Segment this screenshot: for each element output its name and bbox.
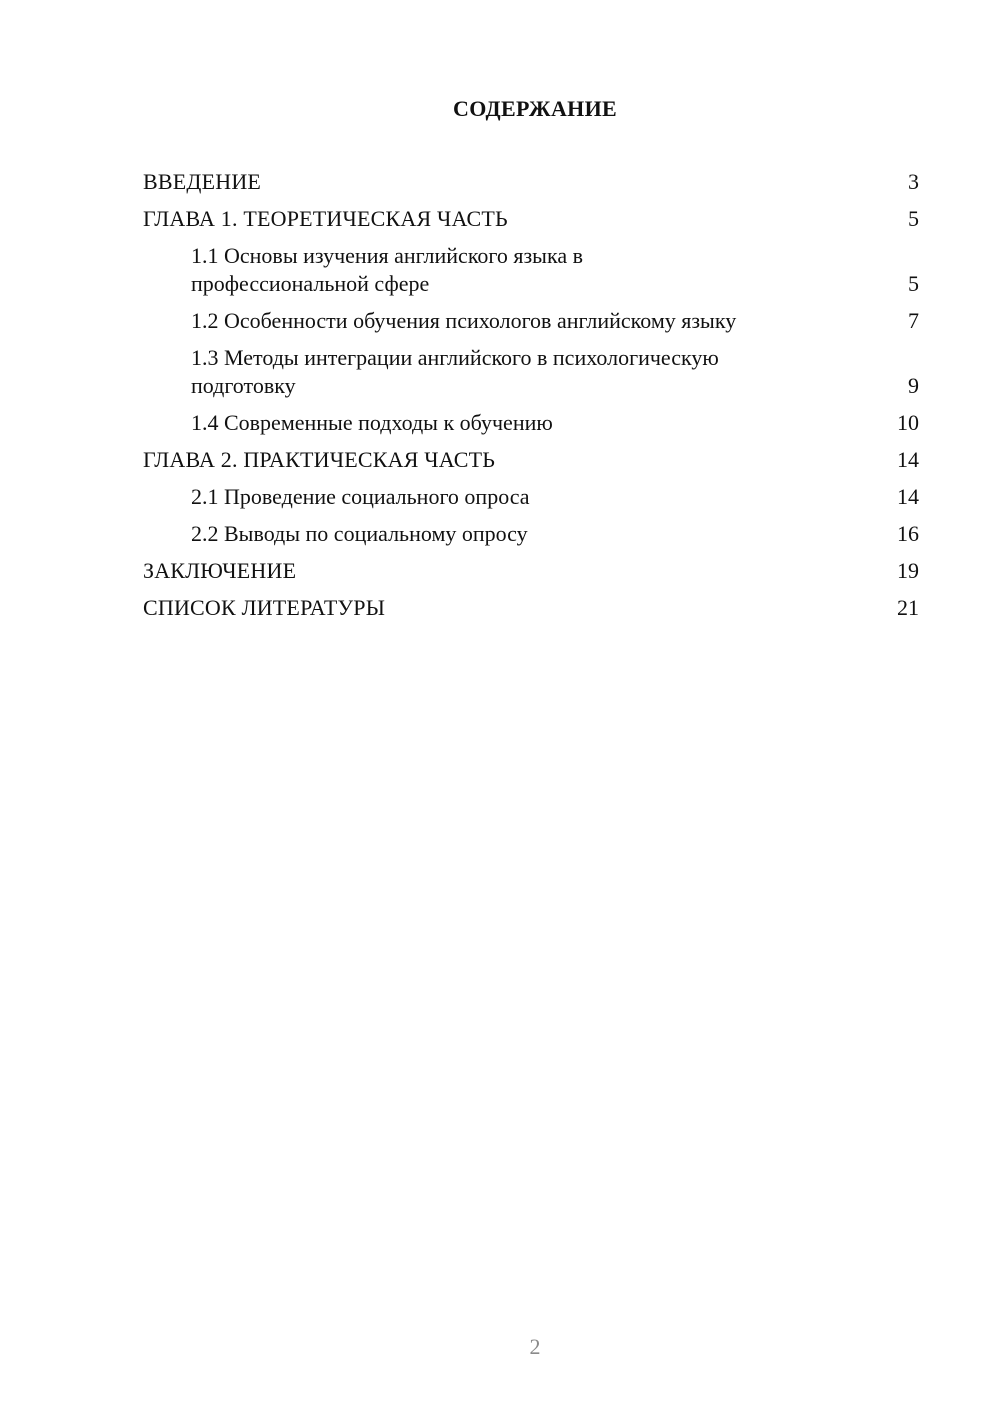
toc-entry-conclusion[interactable] (143, 557, 919, 585)
toc-entry-chapter-2[interactable] (143, 446, 919, 474)
toc-entry-section-1-2[interactable] (143, 307, 919, 335)
page-title: СОДЕРЖАНИЕ (453, 96, 617, 121)
table-of-contents (143, 168, 919, 631)
toc-entry-page: 5 (908, 206, 919, 231)
toc-entry-page: 19 (897, 558, 919, 583)
toc-entry-references[interactable] (143, 594, 919, 622)
toc-entry-page: 10 (897, 410, 919, 435)
toc-entry-page: 14 (897, 484, 919, 509)
toc-entry-title: ГЛАВА 1. ТЕОРЕТИЧЕСКАЯ ЧАСТЬ (143, 206, 508, 231)
toc-entry-page: 7 (908, 308, 919, 333)
toc-entry-section-1-1[interactable] (143, 242, 919, 298)
toc-entry-title: 1.2 Особенности обучения психологов английскому языку (191, 308, 737, 333)
toc-entry-introduction[interactable] (143, 168, 919, 196)
toc-entry-title: 2.2 Выводы по социальному опросу (191, 521, 528, 546)
page-number: 2 (529, 1334, 541, 1359)
toc-entry-title: ВВЕДЕНИЕ (143, 169, 262, 194)
toc-entry-page: 21 (897, 595, 919, 620)
toc-entry-page: 5 (908, 271, 919, 296)
toc-entry-section-2-1[interactable] (143, 483, 919, 511)
toc-entry-title: СПИСОК ЛИТЕРАТУРЫ (143, 595, 386, 620)
toc-entry-section-1-3[interactable] (143, 344, 919, 400)
toc-entry-section-1-4[interactable] (143, 409, 919, 437)
toc-entry-chapter-1[interactable] (143, 205, 919, 233)
toc-entry-page: 16 (897, 521, 919, 546)
toc-entry-title: 1.4 Современные подходы к обучению (191, 410, 553, 435)
toc-entry-page: 14 (897, 447, 919, 472)
toc-entry-page: 9 (908, 373, 919, 398)
toc-entry-title: 2.1 Проведение социального опроса (191, 484, 530, 509)
toc-entry-section-2-2[interactable] (143, 520, 919, 548)
toc-entry-title: 1.1 Основы изучения английского языка в профессиональной сфере (191, 243, 583, 296)
toc-entry-page: 3 (908, 169, 919, 194)
toc-entry-title: ГЛАВА 2. ПРАКТИЧЕСКАЯ ЧАСТЬ (143, 447, 496, 472)
toc-entry-title: ЗАКЛЮЧЕНИЕ (143, 558, 297, 583)
toc-entry-title: 1.3 Методы интеграции английского в психологическую подготовку (191, 345, 719, 398)
